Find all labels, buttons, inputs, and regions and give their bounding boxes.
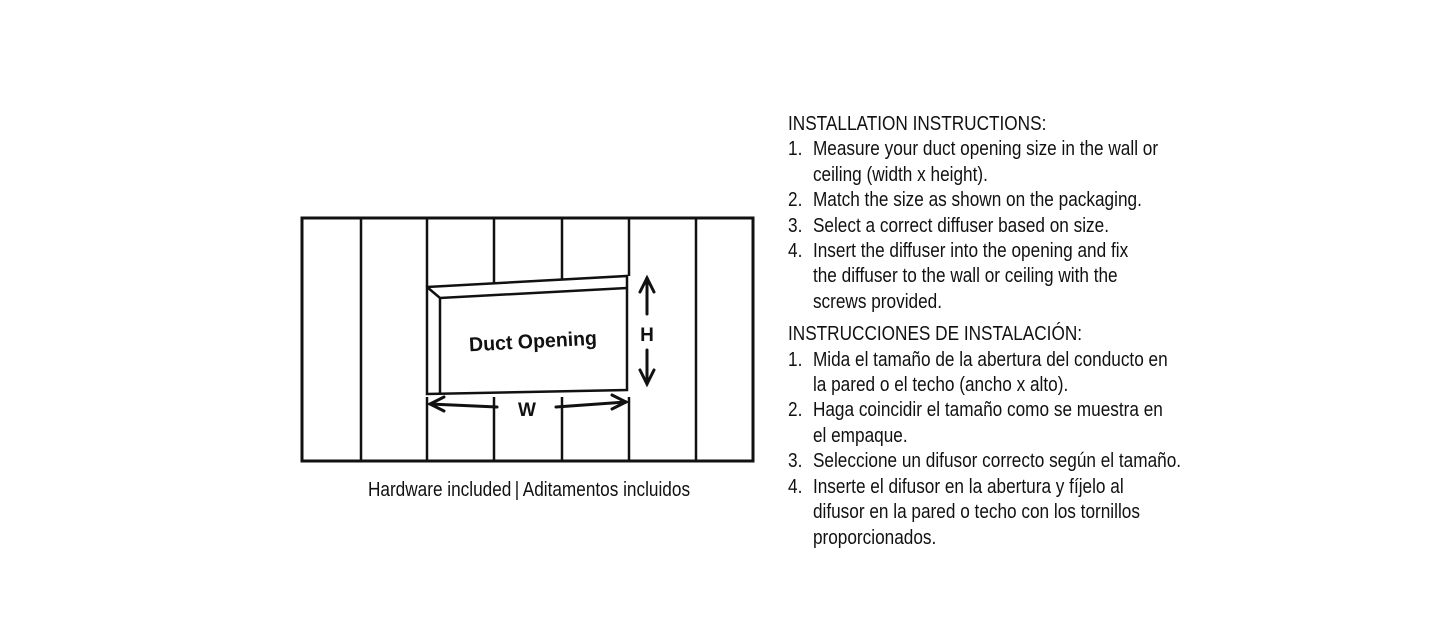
instruction-step bbox=[788, 137, 1184, 188]
instruction-step bbox=[788, 188, 1184, 213]
step-text: Match the size as shown on the packaging. bbox=[812, 189, 1142, 212]
caption-separator: | bbox=[514, 479, 520, 501]
instructions-en-list bbox=[788, 137, 1184, 315]
step-number: 3. bbox=[788, 450, 803, 473]
step-text: Select a correct diffuser based on size. bbox=[812, 214, 1110, 237]
instructions-en-title: INSTALLATION INSTRUCTIONS: bbox=[788, 113, 1047, 135]
hardware-caption bbox=[332, 479, 726, 502]
step-text: Mida el tamaño de la abertura del conducto en la pared o el techo (ancho x alto). bbox=[812, 348, 1168, 397]
step-text: Inserte el difusor en la abertura y fíjelo al difusor en la pared o techo con los tornillos proporcionados. bbox=[812, 475, 1140, 549]
step-number: 4. bbox=[788, 240, 803, 263]
duct-opening-label: Duct Opening bbox=[468, 327, 601, 357]
caption-english: Hardware included bbox=[367, 479, 512, 501]
step-number: 1. bbox=[788, 348, 803, 371]
step-text: Haga coincidir el tamaño como se muestra en el empaque. bbox=[812, 399, 1163, 447]
arrow-up-icon bbox=[640, 278, 654, 314]
instruction-step bbox=[788, 214, 1184, 239]
instruction-step bbox=[788, 348, 1184, 399]
step-number: 1. bbox=[788, 138, 803, 161]
width-label: W bbox=[518, 400, 536, 421]
instruction-step bbox=[788, 449, 1184, 474]
instructions-panel bbox=[788, 112, 1184, 551]
instruction-step bbox=[788, 239, 1184, 315]
instructions-es-list bbox=[788, 348, 1184, 551]
instructions-es-title: INSTRUCCIONES DE INSTALACIÓN: bbox=[788, 323, 1083, 346]
height-label: H bbox=[640, 325, 654, 346]
arrow-left-icon bbox=[430, 397, 497, 411]
step-text: Insert the diffuser into the opening and fix the diffuser to the wall or ceiling with the screws provided. bbox=[812, 240, 1129, 313]
step-number: 2. bbox=[788, 189, 803, 212]
step-number: 3. bbox=[788, 214, 803, 237]
step-number: 4. bbox=[788, 475, 803, 498]
arrow-down-icon bbox=[640, 350, 654, 384]
step-text: Seleccione un difusor correcto según el tamaño. bbox=[812, 450, 1182, 473]
instruction-step bbox=[788, 475, 1184, 551]
arrow-right-icon bbox=[556, 395, 626, 409]
caption-spanish: Aditamentos incluidos bbox=[522, 479, 691, 501]
instruction-step bbox=[788, 398, 1184, 449]
step-text: Measure your duct opening size in the wall or ceiling (width x height). bbox=[812, 138, 1159, 186]
step-number: 2. bbox=[788, 399, 803, 422]
